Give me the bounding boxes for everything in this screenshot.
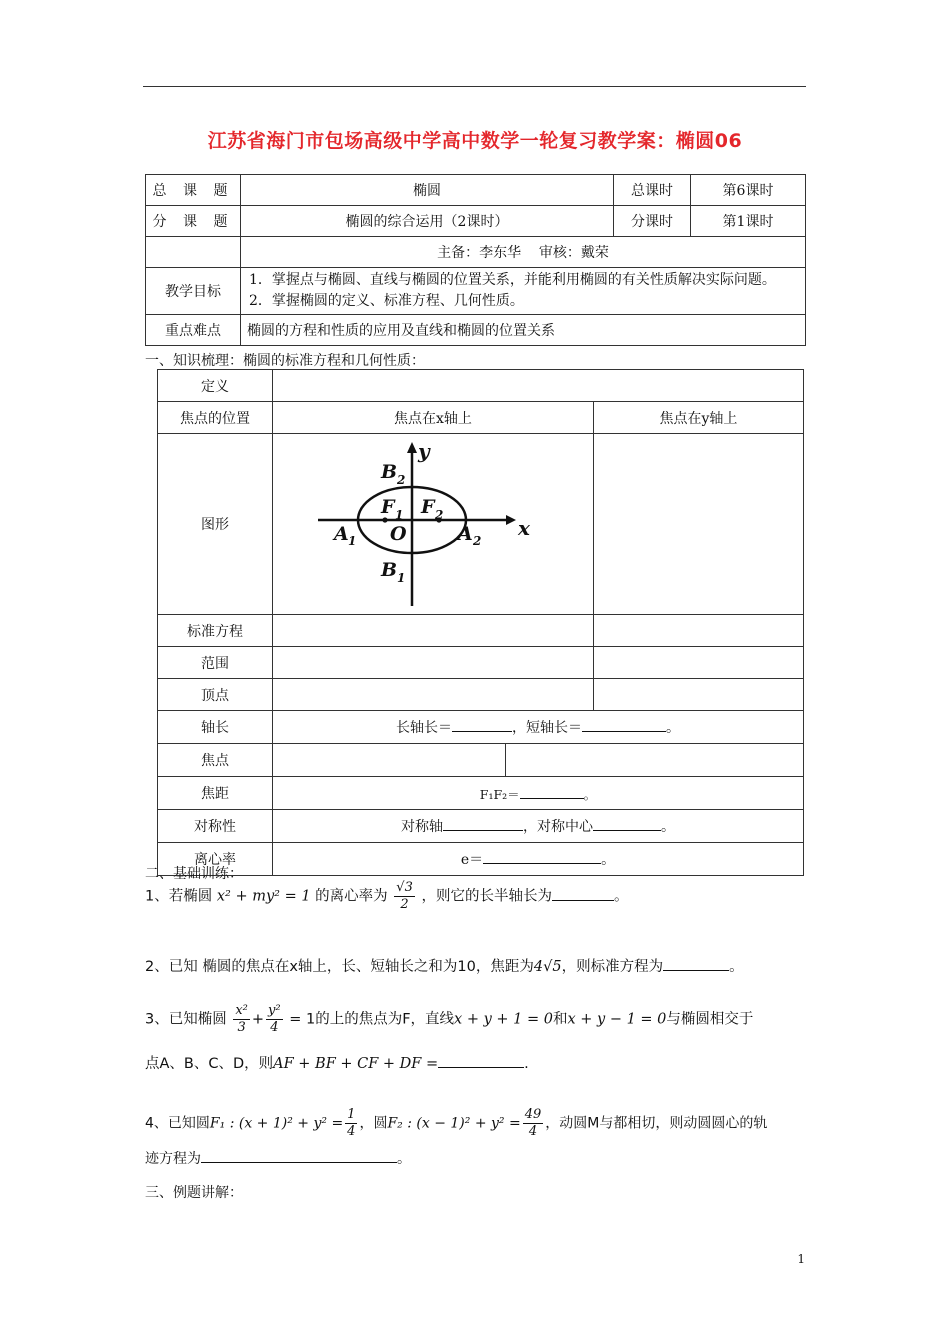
authors: 主备：李东华 审核：戴荣 (241, 237, 806, 268)
q2-text-b: ，则标准方程为 (561, 959, 664, 975)
q4-fraction-2 (523, 1107, 544, 1140)
section-1-heading: 一、知识梳理：椭圆的标准方程和几何性质： (145, 353, 425, 369)
q2-text-a: 2、已知 椭圆的焦点在x轴上，长、短轴长之和为10，焦距为 (145, 959, 534, 975)
page-number: 1 (797, 1252, 805, 1266)
standard-eq-x-cell (273, 615, 594, 647)
b2-subscript: 2 (396, 473, 406, 487)
q3-text-b: = 1的上的焦点为F，直线 (289, 1011, 455, 1028)
minor-axis-blank[interactable] (582, 717, 666, 732)
sub-topic-value: 椭圆的综合运用（2课时） (241, 206, 614, 237)
a1-subscript: 1 (347, 534, 357, 548)
q1-text-a: 1、若椭圆 (145, 888, 213, 905)
q4-period: 。 (397, 1151, 411, 1167)
focus-on-y-header: 焦点在y轴上 (593, 402, 803, 434)
axis-length-label: 轴长 (158, 711, 273, 744)
range-label: 范围 (158, 647, 273, 679)
origin-label: O (389, 523, 407, 545)
major-axis-text: 长轴长＝ (396, 720, 452, 736)
focus-position-label: 焦点的位置 (158, 402, 273, 434)
symmetry-axis-blank[interactable] (443, 816, 523, 831)
question-1 (145, 880, 810, 913)
q4-f1-denominator: 4 (347, 1124, 356, 1139)
minor-axis-text: ，短轴长＝ (512, 720, 582, 736)
f2-label: F (420, 496, 435, 518)
q1-answer-blank[interactable] (552, 886, 614, 901)
q2-period: 。 (729, 959, 744, 975)
y-axis-arrow (407, 442, 417, 453)
focus-on-x-header: 焦点在x轴上 (273, 402, 594, 434)
symmetry-label: 对称性 (158, 810, 273, 843)
figure-label: 图形 (158, 434, 273, 615)
eccentricity-text: e＝ (460, 852, 484, 868)
q4-text-c: ，动圆M与都相切，则动圆圆心的轨 (545, 1115, 768, 1132)
question-2 (145, 955, 810, 976)
eccentricity-blank[interactable] (483, 849, 601, 864)
b1-subscript: 1 (396, 571, 406, 585)
focal-distance-label: 焦距 (158, 777, 273, 810)
eccentricity-period: 。 (601, 852, 616, 868)
total-hours-label: 总课时 (614, 175, 691, 206)
q3-line-1: x + y + 1 = 0 (454, 1011, 553, 1028)
standard-eq-label: 标准方程 (158, 615, 273, 647)
q1-numerator: √3 (396, 880, 413, 895)
focal-period: 。 (583, 786, 597, 802)
y-axis-label: y (417, 439, 430, 463)
axis-length-cell (273, 711, 804, 744)
focus-f1-point (382, 517, 387, 522)
q3-plus: + (251, 1011, 265, 1028)
range-x-cell (273, 647, 594, 679)
ellipse-properties-table (157, 369, 804, 876)
q3-y-numerator: y² (268, 1003, 281, 1018)
q3-fraction-x (233, 1003, 250, 1036)
q3-text-a: 3、已知椭圆 (145, 1011, 227, 1028)
q1-text-c: ，则它的长半轴长为 (421, 888, 552, 905)
focal-distance-text: F₁F₂＝ (479, 786, 520, 802)
focal-distance-blank[interactable] (520, 784, 584, 799)
axis-period: 。 (666, 720, 680, 736)
vertex-y-cell (593, 679, 803, 711)
q1-equation: x² + my² = 1 (216, 888, 311, 905)
standard-eq-y-cell (593, 615, 803, 647)
symmetry-cell (273, 810, 804, 843)
question-4 (145, 1107, 810, 1168)
a2-label: A (457, 523, 473, 545)
key-label: 重点难点 (146, 315, 241, 346)
q3-fraction-y (266, 1003, 283, 1036)
q1-period: 。 (613, 888, 629, 905)
q2-focal-value: 4√5 (533, 959, 562, 975)
q4-circle-f2: F₂ : (x − 1)² + y² = (387, 1115, 521, 1132)
question-3 (145, 1003, 810, 1073)
page-title: 江苏省海门市包场高级中学高中数学一轮复习教学案：椭圆06 (207, 130, 743, 152)
q3-text-d: 与椭圆相交于 (666, 1011, 754, 1028)
q1-fraction (394, 880, 415, 913)
f1-subscript: 1 (394, 508, 404, 522)
focus-y-cell (506, 744, 804, 777)
goal-label: 教学目标 (146, 268, 241, 315)
b1-label: B (380, 559, 397, 581)
vertex-label: 顶点 (158, 679, 273, 711)
total-topic-label: 总 课 题 (146, 175, 241, 206)
q3-sum-expression: AF + BF + CF + DF = (273, 1056, 439, 1072)
q3-x-denominator: 3 (237, 1020, 246, 1035)
major-axis-blank[interactable] (452, 717, 512, 732)
goal-text: 1．掌握点与椭圆、直线与椭圆的位置关系，并能利用椭圆的有关性质解决实际问题。2．掌握椭圆的定义、标准方程、几何性质。 (241, 268, 806, 315)
symmetry-center-blank[interactable] (593, 816, 661, 831)
a2-subscript: 2 (472, 534, 482, 548)
eccentricity-cell (273, 843, 804, 876)
q3-y-denominator: 4 (270, 1020, 279, 1035)
q3-line-2: x + y − 1 = 0 (567, 1011, 667, 1028)
section-2-heading: 二、基础训练： (145, 866, 243, 882)
q4-text-a: 4、已知圆 (145, 1115, 210, 1132)
q1-text-b: 的离心率为 (315, 888, 388, 905)
symmetry-center-text: ，对称中心 (523, 819, 593, 835)
symmetry-axis-text: 对称轴 (401, 819, 443, 835)
q4-text-d: 迹方程为 (145, 1151, 201, 1167)
header-rule (143, 86, 806, 87)
focus-x-cell (273, 744, 506, 777)
q4-f2-denominator: 4 (528, 1124, 538, 1139)
q1-denominator: 2 (400, 897, 409, 912)
eccentricity-label: 离心率 (158, 843, 273, 876)
q4-f2-numerator: 49 (524, 1107, 542, 1122)
b2-label: B (380, 461, 397, 483)
total-hours-value: 第6课时 (691, 175, 806, 206)
definition-cell (273, 370, 804, 402)
vertex-x-cell (273, 679, 594, 711)
q3-period: . (524, 1056, 529, 1072)
q3-answer-blank[interactable] (438, 1053, 524, 1068)
q3-text-e: 点A、B、C、D，则 (145, 1056, 274, 1072)
ellipse-figure-cell (273, 434, 594, 615)
focal-distance-cell (273, 777, 804, 810)
focus-label: 焦点 (158, 744, 273, 777)
symmetry-period: 。 (661, 819, 675, 835)
q4-answer-blank[interactable] (201, 1148, 397, 1163)
sub-hours-label: 分课时 (614, 206, 691, 237)
y-figure-cell (593, 434, 803, 615)
sub-hours-value: 第1课时 (691, 206, 806, 237)
q3-x-numerator: x² (235, 1003, 248, 1018)
a1-label: A (333, 523, 349, 545)
range-y-cell (593, 647, 803, 679)
q4-text-b: ，圆 (359, 1115, 388, 1132)
q4-fraction-1 (345, 1107, 357, 1140)
x-axis-label: x (517, 516, 530, 540)
q2-answer-blank[interactable] (663, 956, 729, 971)
lesson-info-table (145, 174, 806, 346)
q4-f1-numerator: 1 (347, 1107, 356, 1122)
ellipse-diagram (304, 434, 562, 610)
section-3-heading: 三、例题讲解： (145, 1185, 243, 1201)
x-axis-arrow (506, 515, 516, 525)
q4-circle-f1: F₁ : (x + 1)² + y² = (209, 1115, 344, 1132)
f2-subscript: 2 (434, 508, 444, 522)
total-topic-value: 椭圆 (241, 175, 614, 206)
q3-text-c: 和 (552, 1011, 568, 1028)
f1-label: F (380, 496, 395, 518)
key-text: 椭圆的方程和性质的应用及直线和椭圆的位置关系 (241, 315, 806, 346)
sub-topic-label: 分 课 题 (146, 206, 241, 237)
empty-cell (146, 237, 241, 268)
definition-label: 定义 (158, 370, 273, 402)
